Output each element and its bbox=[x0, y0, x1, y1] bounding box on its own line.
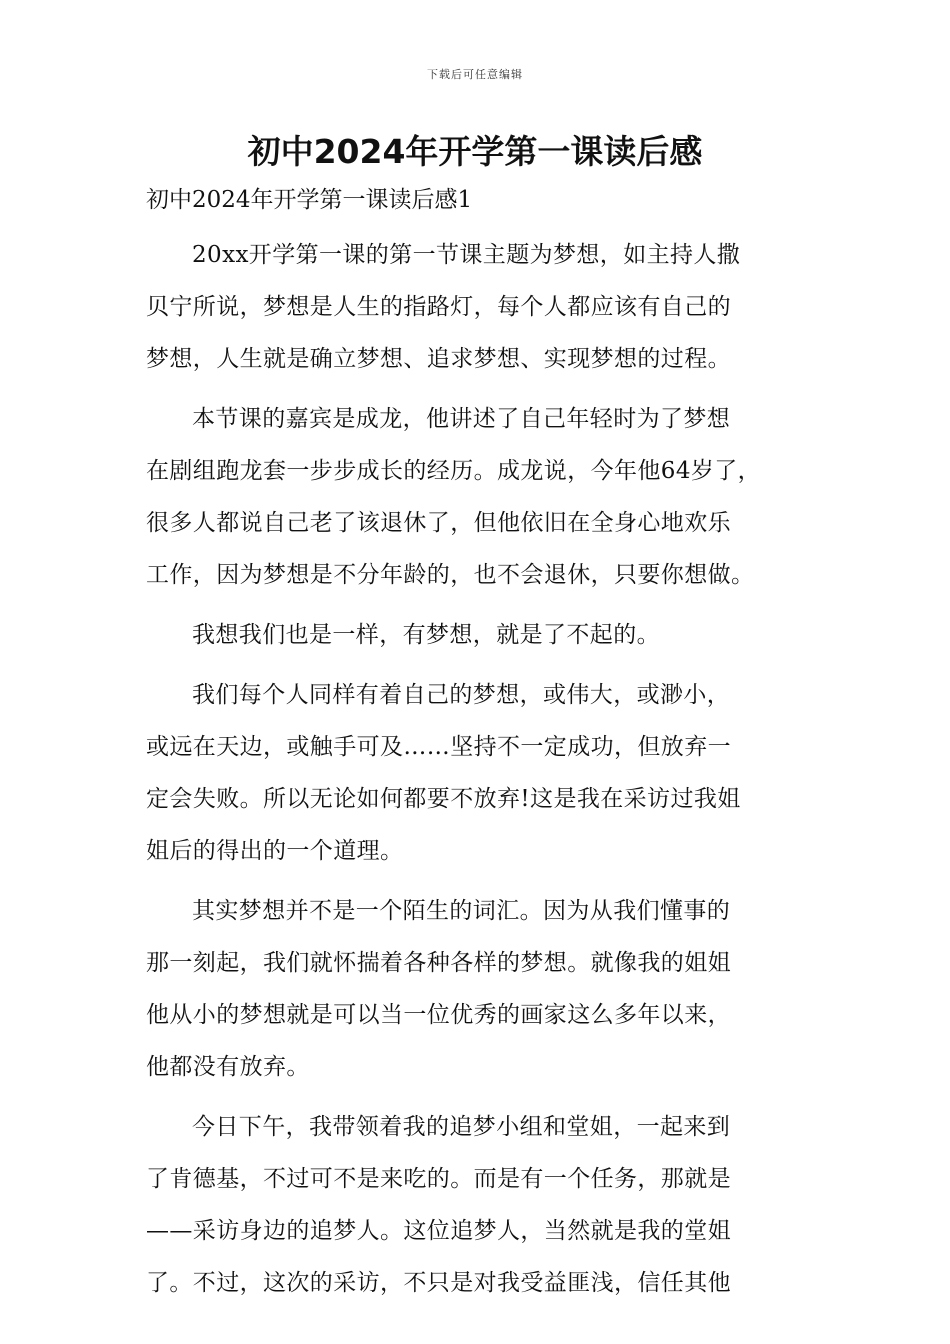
paragraph-line: 我想我们也是一样，有梦想，就是了不起的。 bbox=[192, 622, 660, 648]
paragraph-line: 今日下午，我带领着我的追梦小组和堂姐，一起来到 bbox=[192, 1114, 731, 1140]
paragraph-6 bbox=[146, 1101, 816, 1309]
paragraph-5 bbox=[146, 885, 816, 1093]
paragraph-line: 或远在天边，或触手可及……坚持不一定成功，但放弃一 bbox=[146, 734, 731, 760]
paragraph-line: 其实梦想并不是一个陌生的词汇。因为从我们懂事的 bbox=[192, 898, 731, 924]
paragraph-line: ——采访身边的追梦人。这位追梦人，当然就是我的堂姐 bbox=[146, 1218, 731, 1244]
paragraph-line: 梦想，人生就是确立梦想、追求梦想、实现梦想的过程。 bbox=[146, 346, 731, 372]
body-text bbox=[146, 229, 816, 1317]
paragraph-4 bbox=[146, 669, 816, 877]
section-subtitle: 初中2024年开学第一课读后感1 bbox=[146, 187, 473, 213]
paragraph-2 bbox=[146, 393, 816, 601]
header-note: 下载后可任意编辑 bbox=[427, 68, 523, 81]
paragraph-line: 姐后的得出的一个道理。 bbox=[146, 838, 404, 864]
paragraph-line: 定会失败。所以无论如何都要不放弃!这是我在采访过我姐 bbox=[146, 786, 741, 812]
paragraph-line: 在剧组跑龙套一步步成长的经历。成龙说，今年他64岁了， bbox=[146, 458, 762, 484]
paragraph-line: 了。不过，这次的采访，不只是对我受益匪浅，信任其他 bbox=[146, 1270, 731, 1296]
document-title: 初中2024年开学第一课读后感 bbox=[247, 132, 703, 171]
paragraph-line: 他都没有放弃。 bbox=[146, 1054, 310, 1080]
paragraph-line: 了肯德基，不过可不是来吃的。而是有一个任务，那就是 bbox=[146, 1166, 731, 1192]
paragraph-line: 工作，因为梦想是不分年龄的，也不会退休，只要你想做。 bbox=[146, 562, 755, 588]
paragraph-line: 我们每个人同样有着自己的梦想，或伟大，或渺小， bbox=[192, 682, 731, 708]
paragraph-line: 贝宁所说，梦想是人生的指路灯，每个人都应该有自己的 bbox=[146, 294, 731, 320]
paragraph-line: 他从小的梦想就是可以当一位优秀的画家这么多年以来， bbox=[146, 1002, 731, 1028]
paragraph-3 bbox=[146, 609, 816, 661]
paragraph-line: 很多人都说自己老了该退休了，但他依旧在全身心地欢乐 bbox=[146, 510, 731, 536]
paragraph-line: 本节课的嘉宾是成龙，他讲述了自己年轻时为了梦想 bbox=[192, 406, 731, 432]
paragraph-line: 那一刻起，我们就怀揣着各种各样的梦想。就像我的姐姐 bbox=[146, 950, 731, 976]
paragraph-1 bbox=[146, 229, 816, 385]
paragraph-line: 20xx开学第一课的第一节课主题为梦想，如主持人撒 bbox=[192, 242, 741, 268]
